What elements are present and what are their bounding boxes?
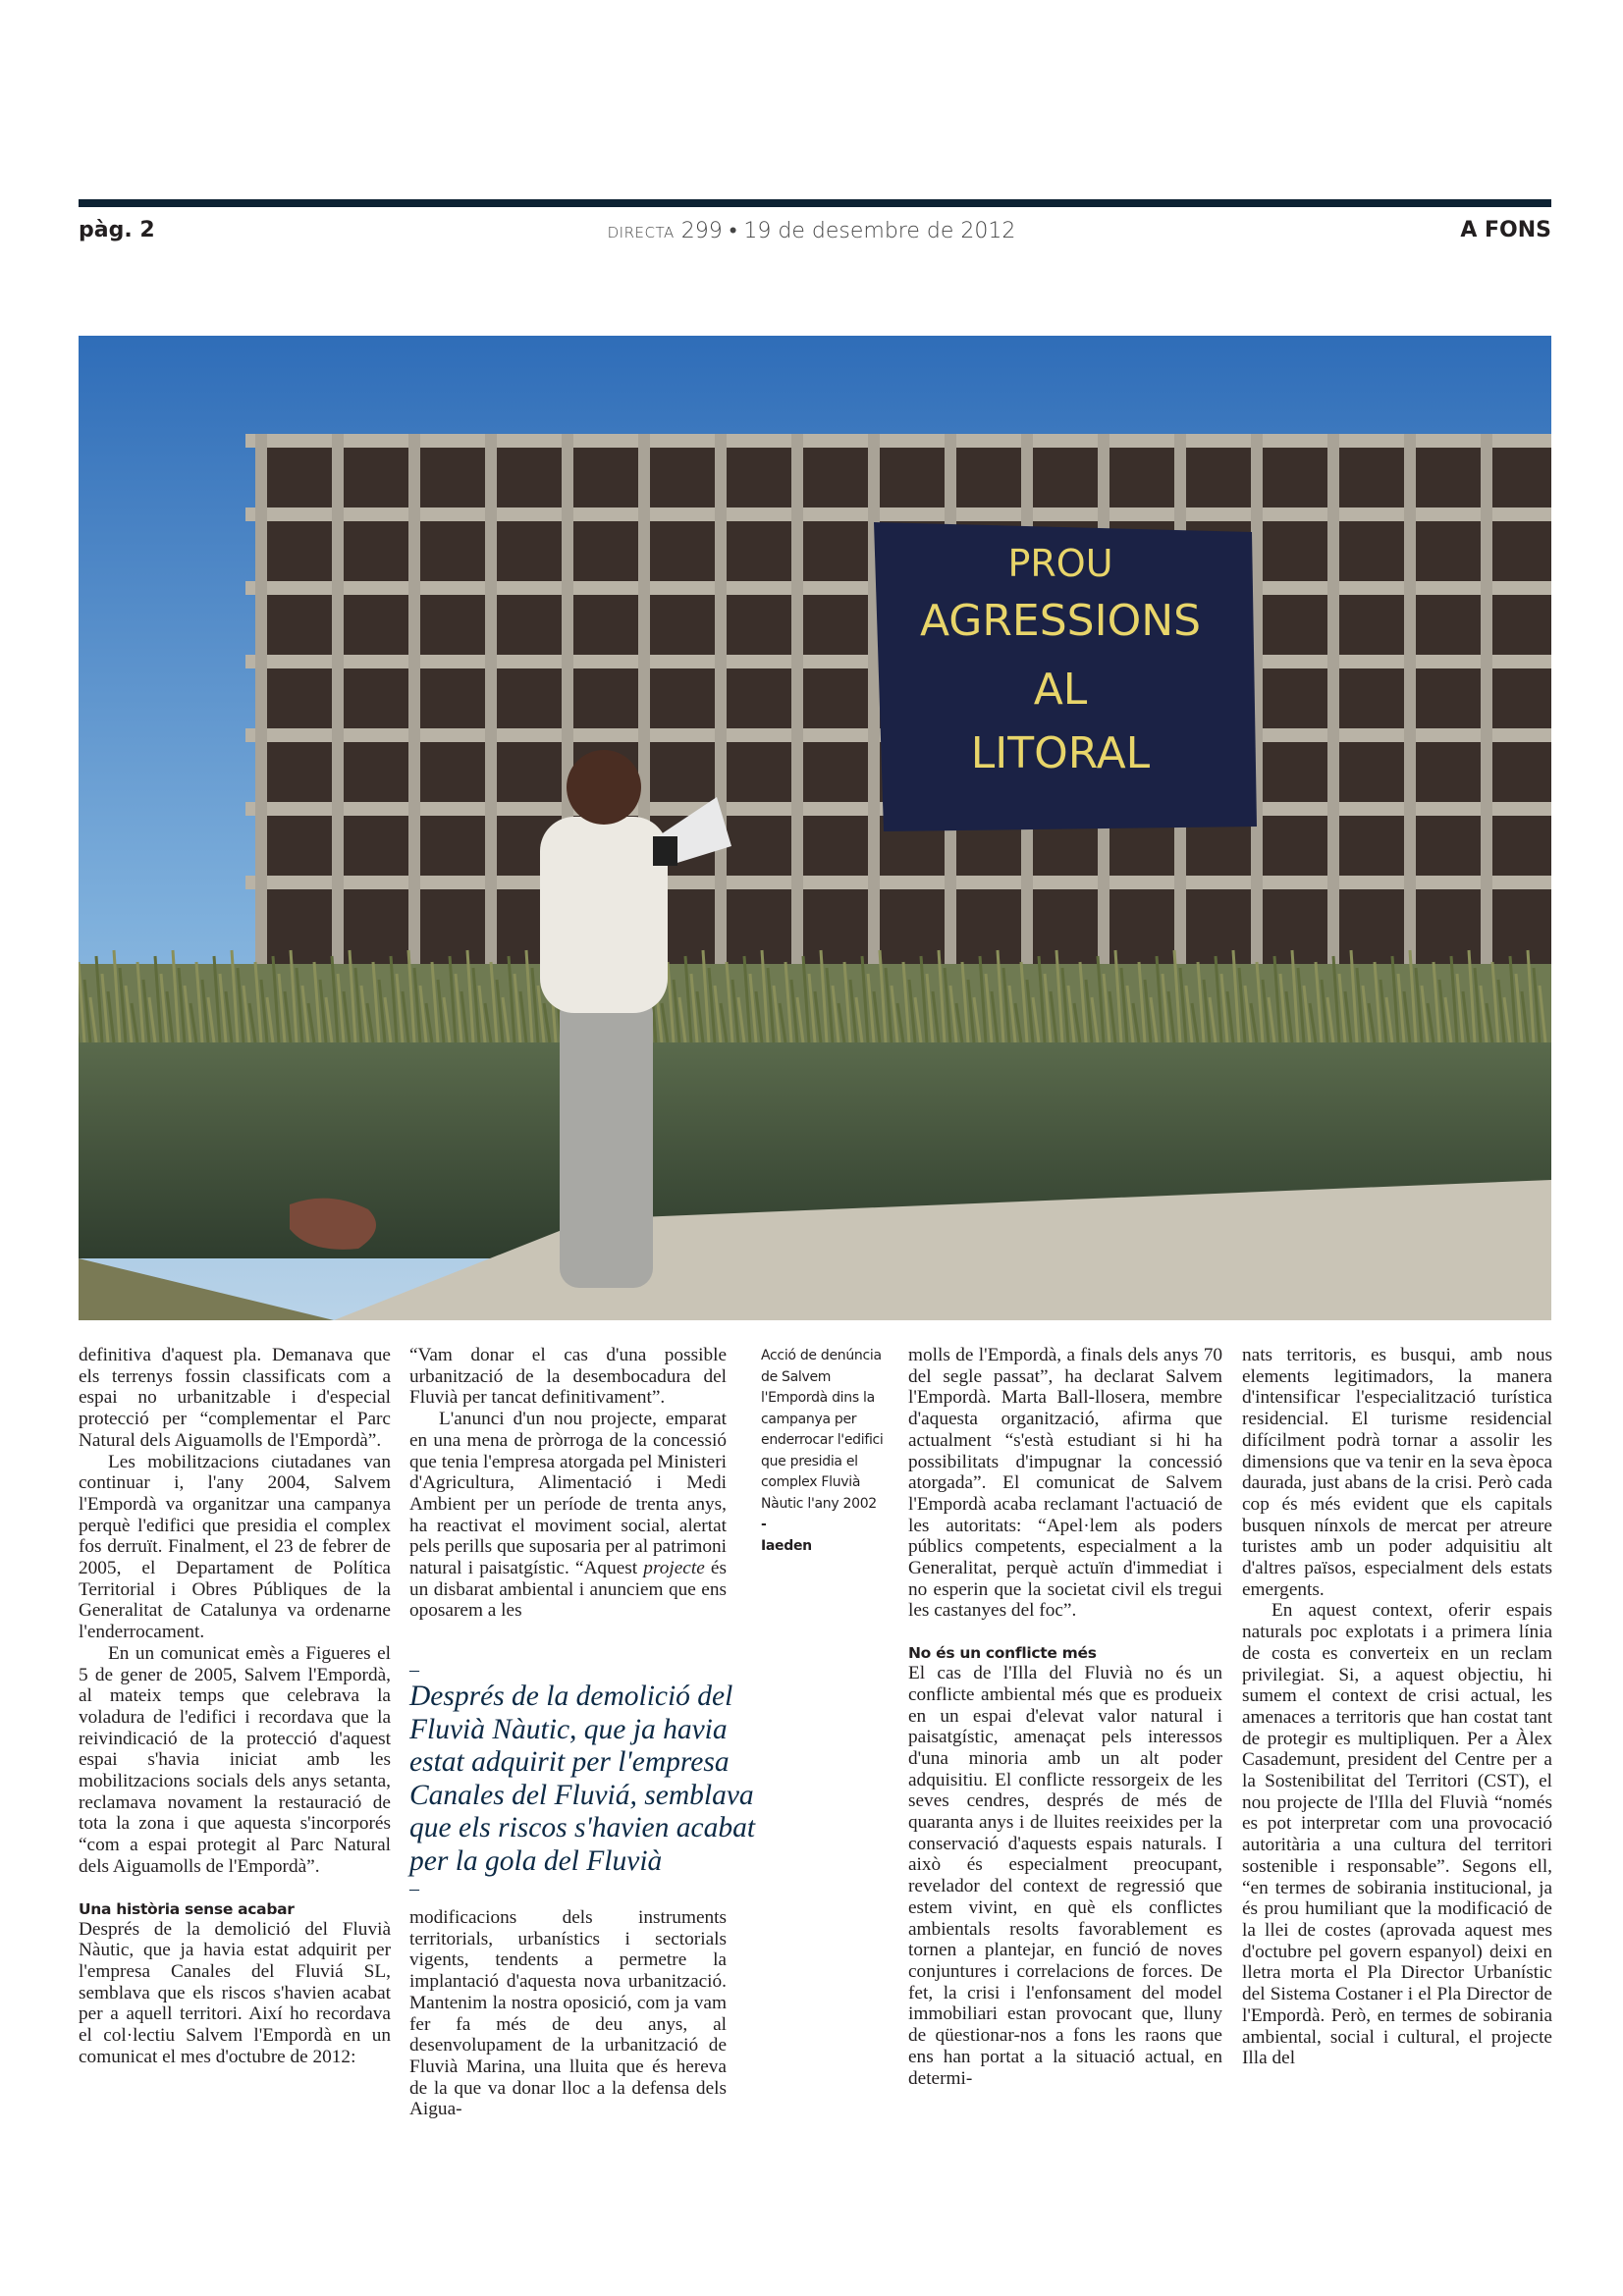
paragraph: En un comunicat emès a Figueres el 5 de gener de 2005, Salvem l'Empordà, al mateix temps que celebrava la voladura de l'edifici i recordava que la reivindicació de la protecció d'aquest espai s'havia iniciat amb les mobilitzacions socials dels anys setanta, reclamava novament la restauració de tota la zona i que aquesta s'incorporés “com a espai protegit al Parc Natural dels Aiguamolls de l'Empordà”.: [79, 1642, 391, 1877]
paragraph: En aquest context, oferir espais naturals poc explotats i a primera línia de costa es converteix en un reclam privilegiat. Si, a aquest objectiu, hi sumem el context de crisi actual, les amenaces a territoris que han costat tant de protegir es multipliquen. Per a Àlex Casademunt, president del Centre per a la Sostenibilitat del Territori (CST), el nou projecte de l'Illa del Fluvià “només es pot interpretar com una provocació autoritària a una cultura del territori sostenible i responsable”. Segons ell, “en termes de sobirania institucional, ja és prou humiliant que la modificació de la llei de costes (aprovada aquest mes d'octubre pel govern espanyol) deixi en lletra morta el Pla Director Urbanístic del Sistema Costaner i el Pla Director de l'Empordà. Però, en termes de sobirania ambiental, social i cultural, el projecte Illa del: [1242, 1600, 1552, 2069]
subheading: No és un conflicte més: [908, 1644, 1097, 1663]
paragraph: molls de l'Empordà, a finals dels anys 70 del segle passat”, ha declarat Salvem l'Empordà. Marta Ball-llosera, membre d'aquesta organització, afirma que actualment “s'està estudiant si hi ha possibilitats d'impugnar la concessió atorgada”. El comunicat de Salvem l'Empordà acaba reclamant l'actuació de les autoritats: “Apel·lem als poders públics competents, especialment a la Generalitat, perquè actuïn d'immediat i no esperin que la societat civil els tregui les castanyes del foc”.: [908, 1345, 1222, 1622]
paragraph: modificacions dels instruments territorials, urbanístics i sectorials vigents, tendents a permetre la implantació d'aquesta nova urbanització. Mantenim la nostra oposició, com ja vam fer fa més de deu anys, al desenvolupament de la urbanització de Fluvià Marina, una lluita que és hereva de la que va donar lloc a la defensa dels Aigua-: [409, 1907, 727, 2120]
page-number: pàg. 2: [79, 218, 155, 242]
text-run: és un disbarat ambiental i anunciem que ens oposarem a les: [409, 1558, 727, 1622]
subheading: Una història sense acabar: [79, 1899, 295, 1918]
photo-credit: Iaeden: [761, 1537, 812, 1554]
banner: [874, 522, 1257, 831]
section-name: A FONS: [1460, 218, 1551, 242]
paragraph: Les mobilitzacions ciutadanes van continuar i, l'any 2004, Salvem l'Empordà va organitzar una campanya perquè l'edifici que presidia el complex fos derruït. Finalment, el 23 de febrer de 2005, el Departament de Política Territorial i Obres Públiques de la Generalitat de Catalunya va ordenarne l'enderrocament.: [79, 1451, 391, 1643]
caption-text: Acció de denúncia de Salvem l'Empordà dins la campanya per enderrocar l'edifici que presidia el complex Fluvià Nàutic l'any 2002: [761, 1348, 884, 1512]
article-column-1: [79, 1345, 391, 2068]
paragraph: El cas de l'Illa del Fluvià no és un conflicte ambiental més que es produeix en un espai d'elevat valor natural i paisatgístic, amenaçat pels interessos d'una minoria amb un alt poder adquisitiu. El conflicte ressorgeix de les seves cendres, després de més de quaranta anys i de lluites reeixides per la conservació d'aquests espais naturals. I això és especialment preocupant, revelador del context de regressió que estem vivint, en què els conflictes ambientals resolts favorablement es tornen a plantejar, en funció de noves conjuntures i correlacions de forces. De fet, la crisi i l'enfonsament del model immobiliari estan provocant que, lluny de qüestionar-nos a fons les raons que ens han portat a la situació actual, en determi-: [908, 1663, 1222, 2089]
pull-quote-dash: –: [409, 1878, 419, 1899]
paragraph: [409, 1409, 727, 1622]
article-column-4: [1242, 1345, 1552, 2069]
photo-caption: [761, 1346, 893, 1557]
svg-text:PROU: PROU: [1007, 542, 1113, 585]
article-column-2-continued: [409, 1907, 727, 2120]
article-photo: [79, 336, 1551, 1320]
text-run: L'anunci d'un nou projecte, emparat en una mena de pròrroga de la concessió que tenia l'empresa atorgada pel Ministeri d'Agricultura, Alimentació i Medi Ambient per un període de trenta anys, ha reactivat el moviment social, alertat pels perills que suposaria per al patrimoni natural i paisatgístic. “Aquest: [409, 1409, 727, 1579]
paragraph: Després de la demolició del Fluvià Nàutic, que ja havia estat adquirit per l'empresa Canales del Fluviá SL, semblava que els riscos s'havien acabat per a aquell territori. Així ho recordava el col·lectiu Salvem l'Empordà en un comunicat el mes d'octubre de 2012:: [79, 1918, 391, 2067]
svg-text:AL: AL: [1033, 665, 1088, 715]
article-column-3: [908, 1345, 1222, 2089]
paragraph: “Vam donar el cas d'una possible urbanització de la desembocadura del Fluvià per tancat definitivament”.: [409, 1345, 727, 1409]
caption-separator: -: [761, 1517, 767, 1532]
svg-text:AGRESSIONS: AGRESSIONS: [919, 596, 1202, 646]
publication-name: DIRECTA: [607, 224, 675, 241]
pull-quote-dash: –: [409, 1659, 419, 1681]
article-column-2: [409, 1345, 727, 1622]
paragraph: definitiva d'aquest pla. Demanava que els terrenys fossin classificats com a espai no urbanitzable i d'especial protecció per “complementar el Parc Natural dels Aiguamolls de l'Empordà”.: [79, 1345, 391, 1451]
header-rule: [79, 199, 1551, 207]
issue-info: [0, 218, 1623, 243]
italic-word: projecte: [643, 1558, 705, 1579]
issue-date: 299 • 19 de desembre de 2012: [680, 219, 1016, 243]
paragraph: nats territoris, es busqui, amb nous elements legitimadors, la manera d'intensificar l'especialització turística residencial. El turisme residencial difícilment podrà tornar a assolir les dimensions que va tenir en la seva època daurada, just abans de la crisi. Però cada cop és més evident que els capitals busquen nínxols de mercat per atreure turistes amb un poder adquisitiu alt d'altres països, especialment dels estats emergents.: [1242, 1345, 1552, 1600]
svg-text:LITORAL: LITORAL: [970, 728, 1151, 778]
pull-quote-text: Després de la demolició del Fluvià Nàutic, que ja havia estat adquirit per l'empresa Canales del Fluviá, semblava que els riscos s'havien acabat per la gola del Fluvià: [409, 1681, 756, 1877]
pull-quote: [409, 1659, 763, 1899]
